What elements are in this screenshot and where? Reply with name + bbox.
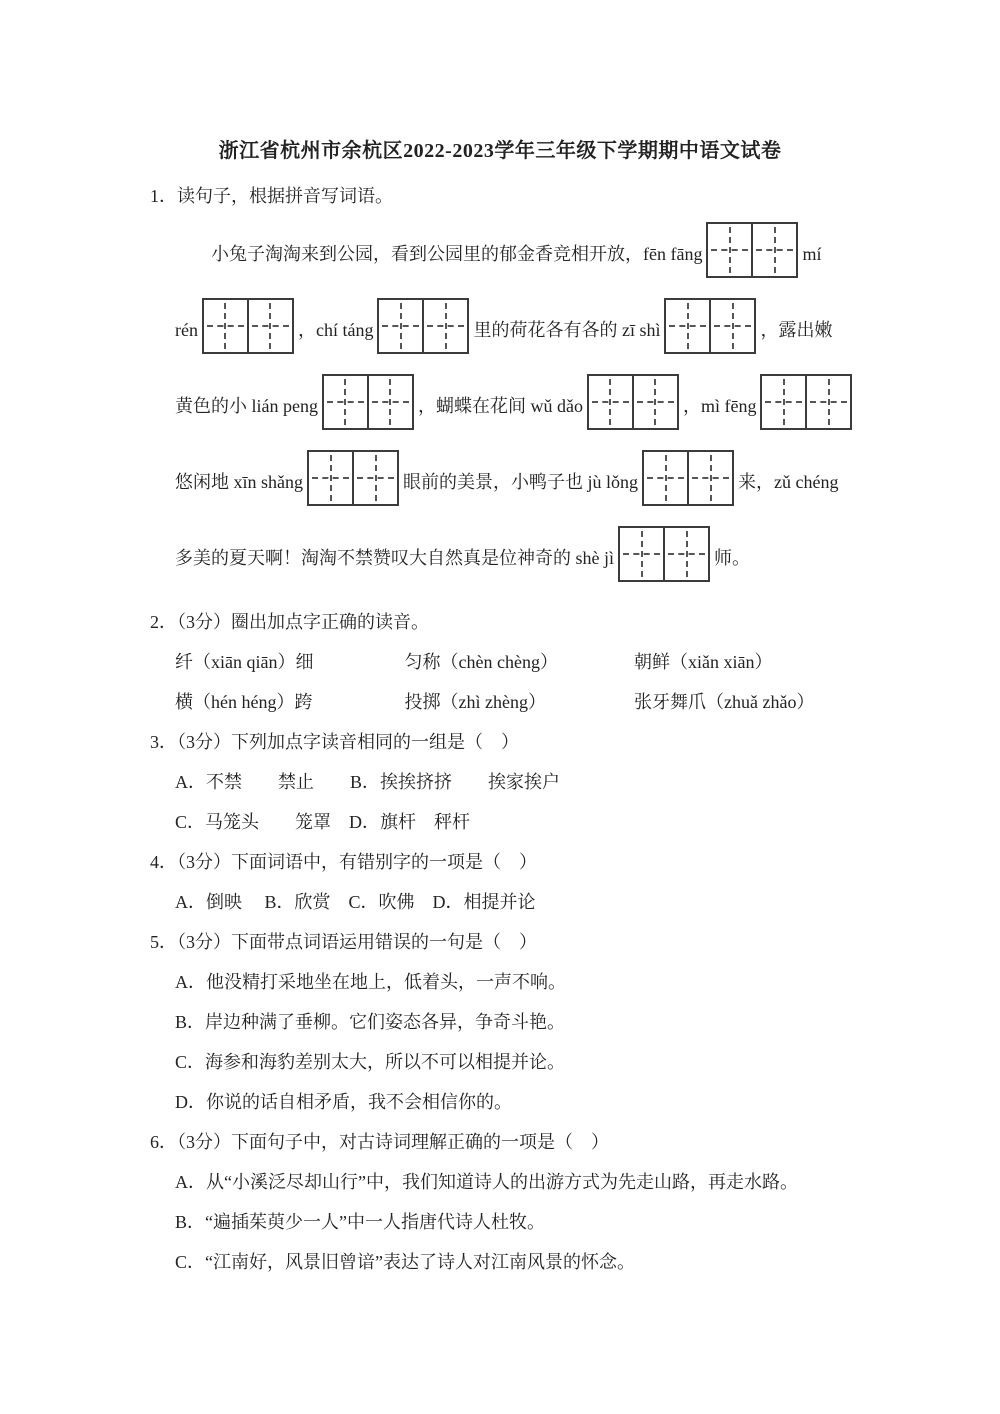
question-6 bbox=[150, 1122, 850, 1282]
q3-option-line: A．不禁 禁止 B．挨挨挤挤 挨家挨户 bbox=[175, 772, 561, 792]
writing-grid-cell bbox=[663, 528, 708, 580]
writing-grid bbox=[322, 374, 414, 430]
question-4 bbox=[150, 842, 850, 922]
q5-stem: 5．（3分）下面带点词语运用错误的一句是（ ） bbox=[150, 932, 537, 952]
question-5 bbox=[150, 922, 850, 1122]
writing-grid-cell bbox=[687, 452, 732, 504]
passage-text: 黄色的小 lián peng bbox=[175, 396, 318, 416]
writing-grid bbox=[664, 298, 756, 354]
writing-grid-cell bbox=[352, 452, 397, 504]
passage-text: 师。 bbox=[714, 548, 750, 568]
q2-item: 横（hén héng）跨 bbox=[175, 692, 313, 712]
q2-item: 匀称（chèn chèng） bbox=[404, 652, 558, 672]
passage-text: 里的荷花各有各的 zī shì bbox=[473, 320, 661, 340]
exam-title: 浙江省杭州市余杭区2022-2023学年三年级下学期期中语文试卷 bbox=[218, 140, 782, 162]
q5-option-c: C．海参和海豹差别太大，所以不可以相提并论。 bbox=[175, 1052, 566, 1072]
q3-stem: 3．（3分）下列加点字读音相同的一组是（ ） bbox=[150, 732, 519, 752]
writing-grid-cell bbox=[620, 528, 663, 580]
q2-item: 张牙舞爪（zhuǎ zhǎo） bbox=[634, 692, 815, 712]
writing-grid-cell bbox=[751, 224, 796, 276]
question-1 bbox=[150, 176, 850, 596]
q5-option-b: B．岸边种满了垂柳。它们姿态各异，争奇斗艳。 bbox=[175, 1012, 566, 1032]
passage-text: ，chí táng bbox=[297, 320, 374, 340]
q6-option-c: C．“江南好，风景旧曾谙”表达了诗人对江南风景的怀念。 bbox=[175, 1252, 635, 1272]
passage-text: ，露出嫩 bbox=[760, 320, 833, 340]
q6-option-a: A．从“小溪泛尽却山行”中，我们知道诗人的出游方式为先走山路，再走水路。 bbox=[175, 1172, 798, 1192]
writing-grid-cell bbox=[589, 376, 632, 428]
writing-grid bbox=[587, 374, 679, 430]
writing-grid-cell bbox=[666, 300, 709, 352]
pinyin-passage bbox=[175, 216, 850, 596]
question-3 bbox=[150, 722, 850, 842]
writing-grid bbox=[202, 298, 294, 354]
q2-item: 朝鲜（xiǎn xiān） bbox=[634, 652, 773, 672]
q4-option-line: A．倒映 B．欣赏 C．吹佛 D．相提并论 bbox=[175, 892, 536, 912]
writing-grid-cell bbox=[309, 452, 352, 504]
writing-grid bbox=[706, 222, 798, 278]
q4-stem: 4．（3分）下面词语中，有错别字的一项是（ ） bbox=[150, 852, 537, 872]
question-2 bbox=[150, 602, 850, 722]
passage-text: 小兔子淘淘来到公园，看到公园里的郁金香竞相开放，fēn fāng bbox=[211, 244, 703, 264]
writing-grid-cell bbox=[367, 376, 412, 428]
passage-text: ，mì fēng bbox=[682, 396, 757, 416]
passage-line-2 bbox=[175, 292, 850, 368]
q6-stem: 6．（3分）下面句子中，对古诗词理解正确的一项是（ ） bbox=[150, 1132, 609, 1152]
writing-grid bbox=[760, 374, 852, 430]
writing-grid-cell bbox=[632, 376, 677, 428]
writing-grid-cell bbox=[422, 300, 467, 352]
writing-grid bbox=[642, 450, 734, 506]
q2-row-1 bbox=[175, 642, 850, 682]
passage-line-4 bbox=[175, 444, 850, 520]
writing-grid-cell bbox=[805, 376, 850, 428]
writing-grid-cell bbox=[762, 376, 805, 428]
writing-grid-cell bbox=[204, 300, 247, 352]
passage-line-1 bbox=[175, 216, 850, 292]
writing-grid bbox=[307, 450, 399, 506]
q5-option-a: A．他没精打采地坐在地上，低着头，一声不响。 bbox=[175, 972, 566, 992]
passage-text: 多美的夏天啊！淘淘不禁赞叹大自然真是位神奇的 shè jì bbox=[175, 548, 614, 568]
q2-stem: 2．（3分）圈出加点字正确的读音。 bbox=[150, 612, 429, 632]
writing-grid-cell bbox=[247, 300, 292, 352]
writing-grid-cell bbox=[324, 376, 367, 428]
passage-text: 来，zǔ chéng bbox=[738, 472, 839, 492]
q2-row-2 bbox=[175, 682, 850, 722]
writing-grid-cell bbox=[379, 300, 422, 352]
q5-option-d: D．你说的话自相矛盾，我不会相信你的。 bbox=[175, 1092, 512, 1112]
passage-text: mí bbox=[802, 244, 822, 264]
writing-grid-cell bbox=[709, 300, 754, 352]
passage-text: ，蝴蝶在花间 wǔ dǎo bbox=[417, 396, 583, 416]
writing-grid-cell bbox=[708, 224, 751, 276]
passage-text: 眼前的美景，小鸭子也 jù lǒng bbox=[403, 472, 639, 492]
writing-grid-cell bbox=[644, 452, 687, 504]
q3-option-line: C．马笼头 笼罩 D．旗杆 秤杆 bbox=[175, 812, 471, 832]
passage-line-5 bbox=[175, 520, 850, 596]
q2-item: 纤（xiān qiān）细 bbox=[175, 652, 314, 672]
passage-text: 悠闲地 xīn shǎng bbox=[175, 472, 303, 492]
passage-line-3 bbox=[175, 368, 850, 444]
q6-option-b: B．“遍插茱萸少一人”中一人指唐代诗人杜牧。 bbox=[175, 1212, 545, 1232]
writing-grid bbox=[618, 526, 710, 582]
writing-grid bbox=[377, 298, 469, 354]
q2-item: 投掷（zhì zhèng） bbox=[404, 692, 546, 712]
passage-text: rén bbox=[175, 320, 198, 340]
q1-stem: 1．读句子，根据拼音写词语。 bbox=[150, 186, 393, 206]
